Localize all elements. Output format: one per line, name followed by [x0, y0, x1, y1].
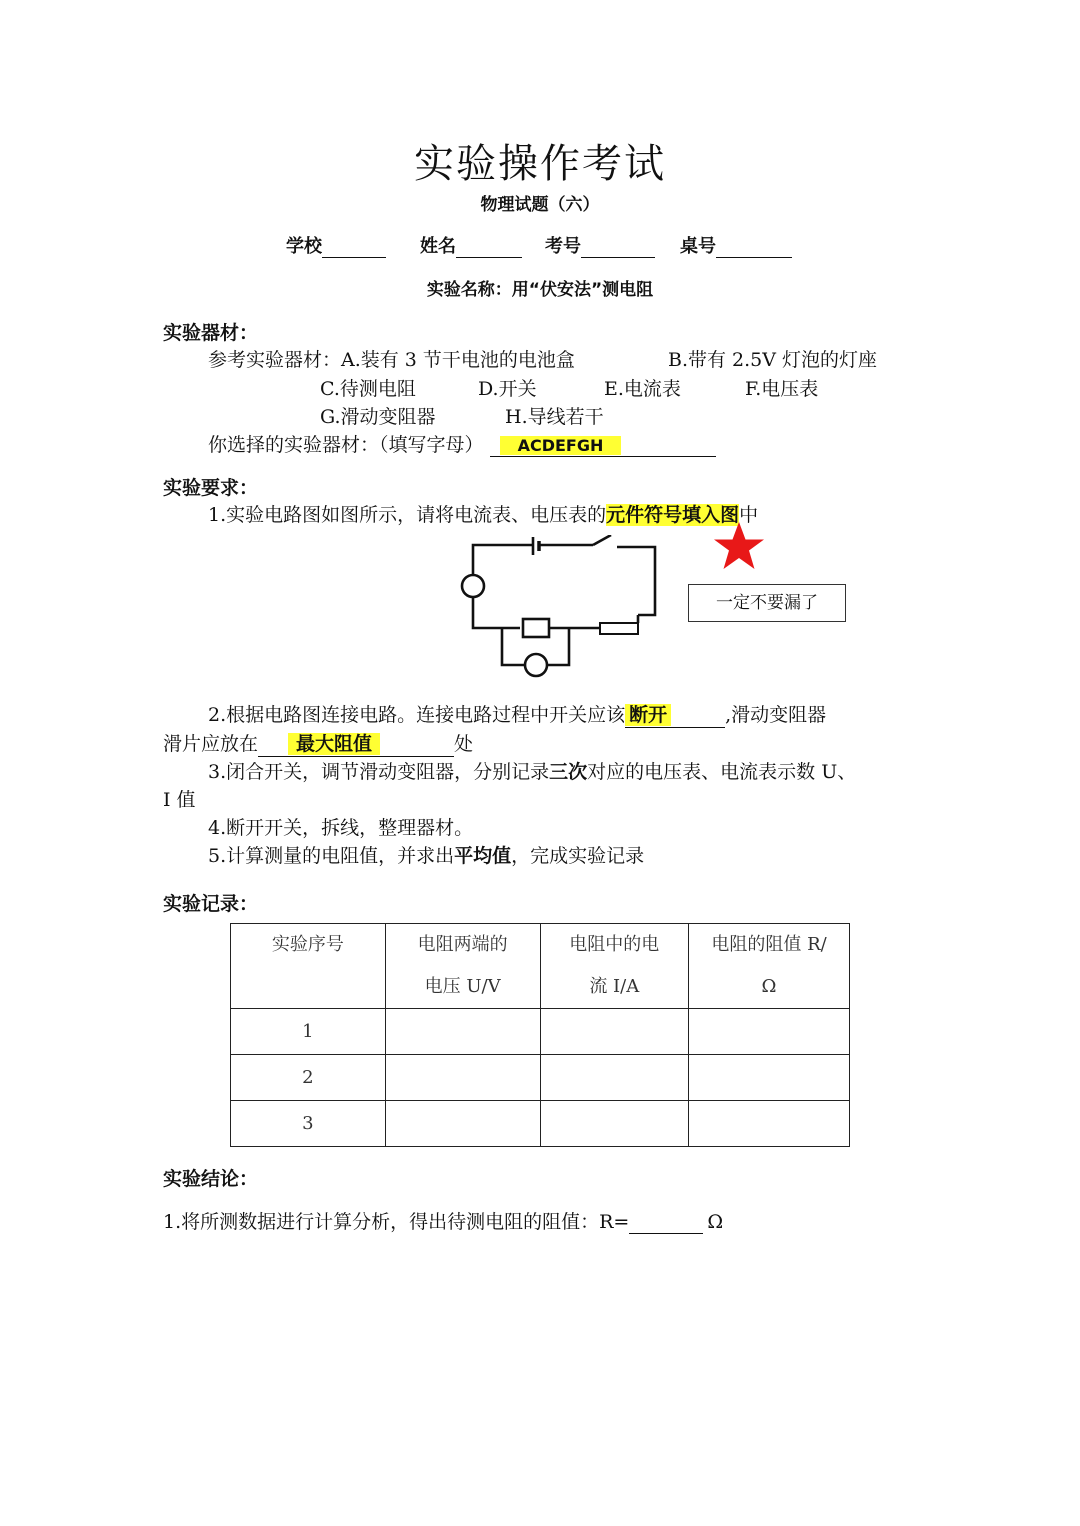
requirement-3-text: 3.闭合开关，调节滑动变阻器，分别记录: [208, 761, 550, 783]
page-title: 实验操作考试: [414, 141, 666, 187]
field-name: [420, 232, 522, 258]
resistance-cell[interactable]: [689, 1055, 850, 1101]
voltage-cell[interactable]: [385, 1055, 540, 1101]
field-exam-number-label: 考号: [545, 236, 581, 257]
equipment-choice: [208, 430, 716, 457]
table-header-cell: [385, 924, 540, 1009]
wire-top-right: [617, 547, 655, 615]
header-line: 电压 U/V: [424, 976, 501, 997]
requirement-3-end: 对应的电压表、电流表示数 U、: [587, 761, 857, 783]
header-line: Ω: [761, 976, 777, 997]
equipment-h: H.导线若干: [505, 406, 604, 428]
header-line: 电阻两端的: [417, 934, 508, 955]
equipment-choice-answer: ACDEFGH: [500, 436, 622, 455]
name-blank[interactable]: [456, 239, 522, 258]
requirement-5-bold: 平均值: [454, 845, 512, 867]
switch-blade: [593, 535, 611, 545]
field-exam-number: [545, 232, 655, 258]
voltage-cell[interactable]: [385, 1101, 540, 1147]
resistance-cell[interactable]: [689, 1009, 850, 1055]
note-box: 一定不要漏了: [688, 584, 846, 622]
meter-bottom-voltmeter: [525, 654, 547, 676]
equipment-c: C.待测电阻: [320, 378, 416, 400]
table-row: [231, 1101, 850, 1147]
equipment-f: F.电压表: [745, 378, 819, 400]
requirement-2: [208, 700, 826, 728]
header-line: 实验序号: [271, 934, 344, 955]
star-icon: [712, 520, 766, 572]
row-index: 1: [231, 1009, 386, 1055]
current-cell[interactable]: [540, 1055, 689, 1101]
equipment-e: E.电流表: [604, 378, 681, 400]
header-line: 流 I/A: [589, 976, 640, 997]
requirement-1: [208, 500, 758, 527]
conclusion-heading: 实验结论：: [163, 1168, 259, 1190]
requirement-3: [208, 757, 856, 784]
row-index: 2: [231, 1055, 386, 1101]
equipment-g: G.滑动变阻器: [320, 406, 436, 428]
wire-top-left: [473, 545, 533, 576]
requirement-2b-text: 滑片应放在: [163, 733, 259, 755]
switch-state-field[interactable]: [625, 700, 725, 728]
equipment-choice-field[interactable]: [490, 434, 716, 457]
table-row: [231, 1055, 850, 1101]
row-index: 3: [231, 1101, 386, 1147]
wire-branch-left: [502, 628, 525, 665]
requirement-3-cont: I 值: [163, 789, 196, 811]
field-desk-number-label: 桌号: [680, 236, 716, 257]
conclusion-1: [163, 1207, 723, 1234]
switch-state-answer: 断开: [625, 704, 671, 726]
equipment-line-b: B.带有 2.5V 灯泡的灯座: [668, 349, 878, 371]
requirement-1-end: 中: [739, 504, 759, 526]
voltage-cell[interactable]: [385, 1009, 540, 1055]
field-school: [286, 232, 386, 258]
school-blank[interactable]: [322, 239, 386, 258]
wire-bottom-left: [473, 597, 520, 628]
requirements-heading: 实验要求：: [163, 477, 259, 499]
requirement-2-cont: [163, 729, 473, 757]
rheostat: [600, 623, 638, 634]
resistor: [523, 619, 549, 637]
field-desk-number: [680, 232, 792, 258]
requirement-2b-end: 处: [454, 733, 474, 755]
meter-left-ammeter: [462, 575, 484, 597]
conclusion-unit: Ω: [707, 1211, 724, 1233]
requirement-1-text: 1.实验电路图如图所示，请将电流表、电压表的: [208, 504, 607, 526]
equipment-d: D.开关: [478, 378, 537, 400]
current-cell[interactable]: [540, 1009, 689, 1055]
requirement-4: 4.断开开关，拆线，整理器材。: [208, 817, 474, 839]
equipment-choice-label: 你选择的实验器材：（填写字母）: [208, 434, 484, 456]
table-header-cell: [231, 924, 386, 1009]
desk-number-blank[interactable]: [716, 239, 792, 258]
requirement-2-end: ,滑动变阻器: [725, 704, 827, 726]
star-shape: [714, 522, 764, 569]
table-row: [231, 1009, 850, 1055]
resistance-cell[interactable]: [689, 1101, 850, 1147]
resistance-answer-blank[interactable]: [629, 1213, 703, 1234]
requirement-3-bold: 三次: [549, 761, 588, 783]
field-name-label: 姓名: [420, 236, 456, 257]
slider-position-answer: 最大阻值: [288, 733, 380, 755]
slider-position-field[interactable]: [258, 729, 454, 757]
equipment-heading: 实验器材：: [163, 322, 259, 344]
requirement-2-text: 2.根据电路图连接电路。连接电路过程中开关应该: [208, 704, 626, 726]
table-header-row: [231, 924, 850, 1009]
table-header-cell: [540, 924, 689, 1009]
requirement-5: [208, 841, 644, 868]
field-school-label: 学校: [286, 236, 322, 257]
exam-number-blank[interactable]: [581, 239, 655, 258]
current-cell[interactable]: [540, 1101, 689, 1147]
experiment-name: 实验名称：用“伏安法”测电阻: [426, 280, 654, 300]
header-line: 电阻的阻值 R/: [711, 934, 827, 955]
equipment-line-a: 参考实验器材：A.装有 3 节干电池的电池盒: [208, 349, 575, 371]
requirement-5-end: ，完成实验记录: [511, 845, 645, 867]
page-subtitle: 物理试题（六）: [480, 195, 600, 215]
conclusion-1-text: 1.将所测数据进行计算分析，得出待测电阻的阻值：R=: [163, 1211, 630, 1233]
requirement-1-highlight: 元件符号填入图: [606, 504, 740, 526]
table-header-cell: [689, 924, 850, 1009]
requirement-5-text: 5.计算测量的电阻值，并求出: [208, 845, 455, 867]
record-heading: 实验记录：: [163, 893, 259, 915]
circuit-diagram: [455, 535, 665, 680]
record-table: [230, 923, 850, 1147]
header-line: 电阻中的电: [569, 934, 660, 955]
